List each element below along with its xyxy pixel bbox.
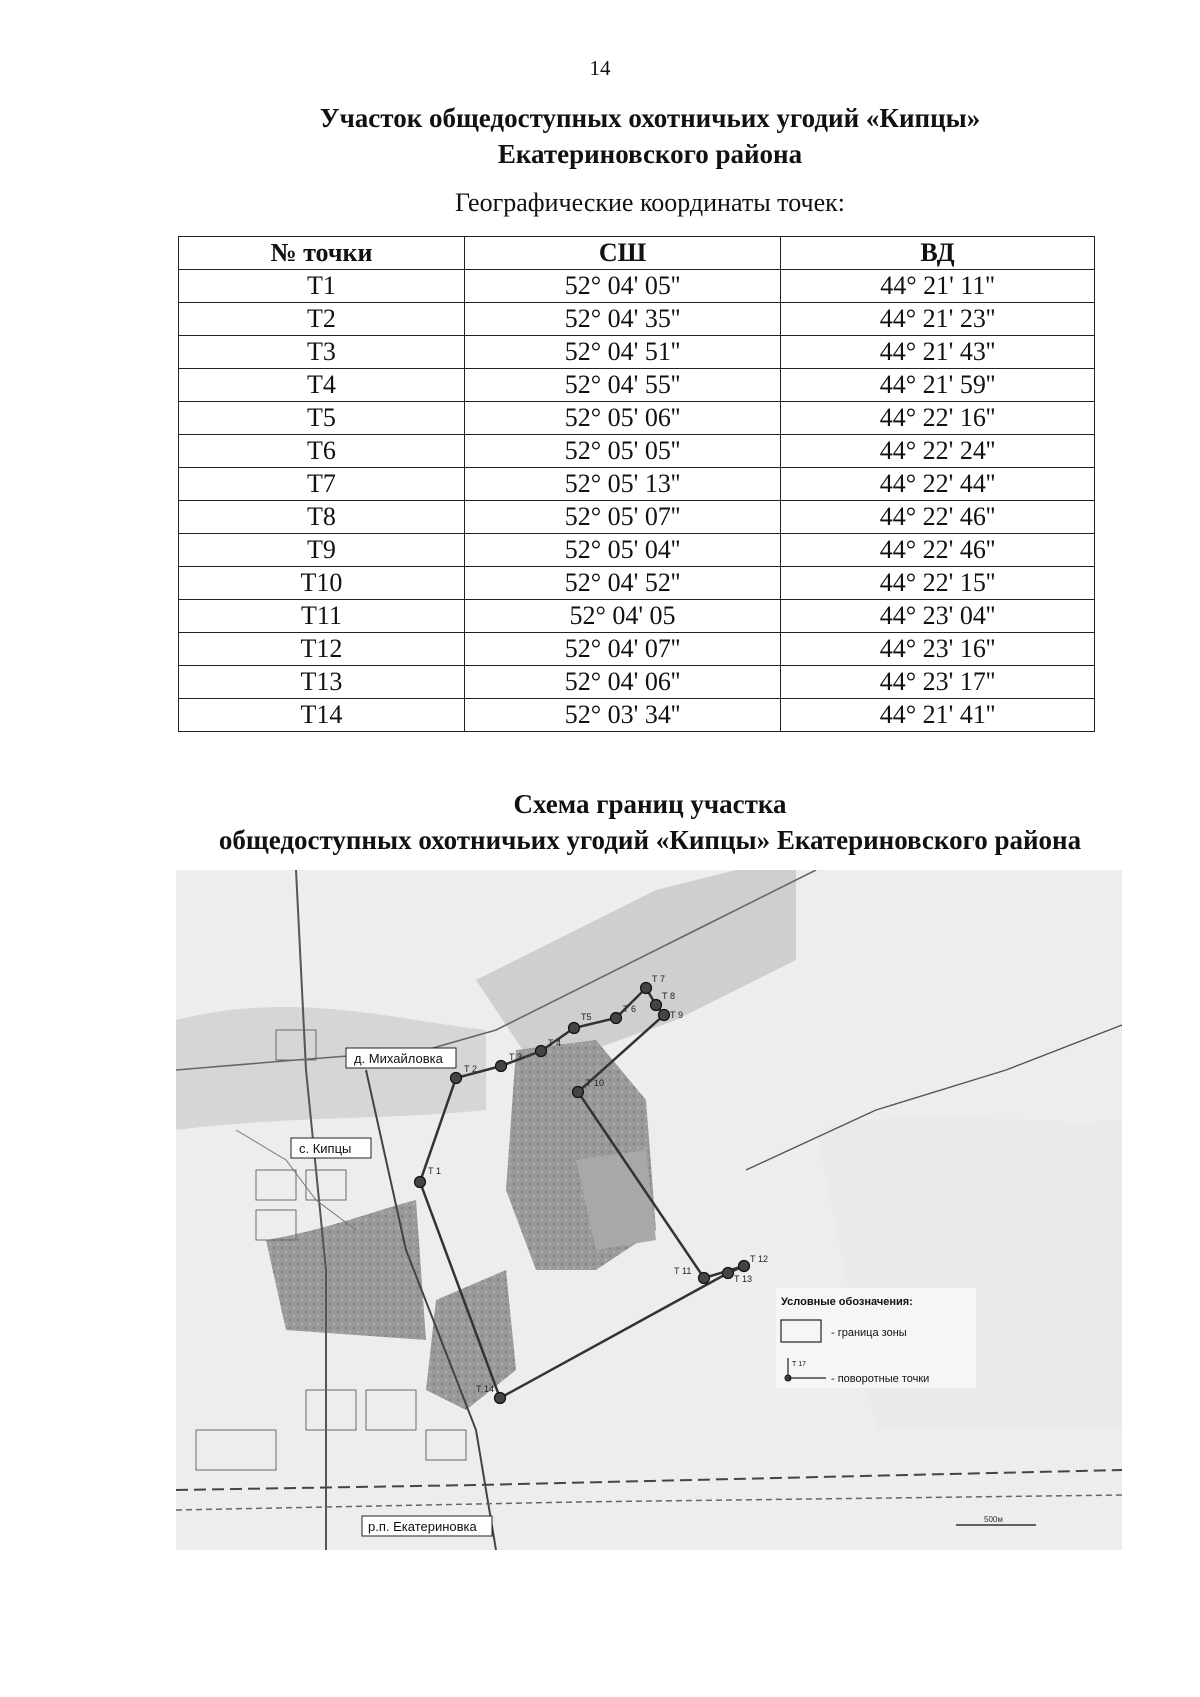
point-marker-t12 <box>739 1261 750 1272</box>
point-marker-t11 <box>699 1273 710 1284</box>
point-cell: Т12 <box>179 633 465 666</box>
point-cell: Т9 <box>179 534 465 567</box>
point-cell: Т8 <box>179 501 465 534</box>
place-name-river: р.п. Екатериновка <box>368 1519 477 1534</box>
point-marker-t5 <box>569 1023 580 1034</box>
point-cell: Т10 <box>179 567 465 600</box>
point-label-t7: Т 7 <box>652 974 666 984</box>
header-latitude: СШ <box>465 237 781 270</box>
point-label-t1: Т 1 <box>428 1166 442 1176</box>
point-cell: Т11 <box>179 600 465 633</box>
latitude-cell: 52° 05' 07'' <box>465 501 781 534</box>
point-label-t14: Т 14 <box>476 1384 495 1394</box>
point-cell: Т13 <box>179 666 465 699</box>
point-cell: Т7 <box>179 468 465 501</box>
point-label-t8: Т 8 <box>662 991 676 1001</box>
point-label-t10: Т 10 <box>586 1078 605 1088</box>
point-marker-t14 <box>495 1393 506 1404</box>
terrain-patch <box>176 1007 486 1130</box>
table-row <box>179 468 1095 501</box>
coordinates-table <box>178 236 1095 732</box>
latitude-cell: 52° 05' 13'' <box>465 468 781 501</box>
page-number: 14 <box>589 56 611 80</box>
point-label-t2: Т 2 <box>464 1064 478 1074</box>
document-title-line-1: Участок общедоступных охотничьих угодий «Кипцы» <box>319 103 981 133</box>
latitude-cell: 52° 05' 04'' <box>465 534 781 567</box>
coordinates-subtitle: Географические координаты точек: <box>455 188 845 217</box>
place-name-mikhailovka: д. Михайловка <box>354 1051 443 1066</box>
table-row <box>179 600 1095 633</box>
table-row <box>179 633 1095 666</box>
point-label-t9: Т 9 <box>670 1010 684 1020</box>
boundary-map <box>176 870 1122 1550</box>
map-title <box>0 786 1200 858</box>
table-row <box>179 666 1095 699</box>
point-marker-t7 <box>641 983 652 994</box>
longitude-cell: 44° 22' 44'' <box>781 468 1095 501</box>
point-marker-t4 <box>536 1046 547 1057</box>
point-marker-t6 <box>611 1013 622 1024</box>
point-label-t5: Т5 <box>581 1012 592 1022</box>
longitude-cell: 44° 23' 16'' <box>781 633 1095 666</box>
legend-turn-sample: Т 17 <box>792 1361 807 1368</box>
longitude-cell: 44° 22' 46'' <box>781 501 1095 534</box>
longitude-cell: 44° 21' 41'' <box>781 699 1095 732</box>
latitude-cell: 52° 04' 35'' <box>465 303 781 336</box>
header-point-number: № точки <box>179 237 465 270</box>
point-marker-t3 <box>496 1061 507 1072</box>
map-canvas <box>176 870 1122 1550</box>
longitude-cell: 44° 22' 16'' <box>781 402 1095 435</box>
latitude-cell: 52° 04' 51'' <box>465 336 781 369</box>
point-cell: Т4 <box>179 369 465 402</box>
point-label-t13: Т 13 <box>734 1274 753 1284</box>
point-marker-t10 <box>573 1087 584 1098</box>
latitude-cell: 52° 04' 05'' <box>465 270 781 303</box>
latitude-cell: 52° 04' 55'' <box>465 369 781 402</box>
point-label-t3: Т 3 <box>509 1052 523 1062</box>
table-row <box>179 369 1095 402</box>
longitude-cell: 44° 21' 23'' <box>781 303 1095 336</box>
point-label-t4: Т 4 <box>548 1038 562 1048</box>
longitude-cell: 44° 21' 11'' <box>781 270 1095 303</box>
point-marker-t1 <box>415 1177 426 1188</box>
map-legend <box>776 1288 976 1388</box>
longitude-cell: 44° 22' 24'' <box>781 435 1095 468</box>
latitude-cell: 52° 05' 05'' <box>465 435 781 468</box>
legend-title: Условные обозначения: <box>781 1296 913 1308</box>
legend-turn-points-label: - поворотные точки <box>831 1373 930 1385</box>
table-row <box>179 402 1095 435</box>
table-row <box>179 501 1095 534</box>
latitude-cell: 52° 04' 52'' <box>465 567 781 600</box>
table-row <box>179 270 1095 303</box>
point-marker-t9 <box>659 1010 670 1021</box>
latitude-cell: 52° 03' 34'' <box>465 699 781 732</box>
table-row <box>179 435 1095 468</box>
latitude-cell: 52° 04' 07'' <box>465 633 781 666</box>
table-row <box>179 534 1095 567</box>
latitude-cell: 52° 05' 06'' <box>465 402 781 435</box>
header-longitude: ВД <box>781 237 1095 270</box>
point-cell: Т3 <box>179 336 465 369</box>
document-title-line-2: Екатериновского района <box>497 139 803 169</box>
point-cell: Т6 <box>179 435 465 468</box>
point-cell: Т5 <box>179 402 465 435</box>
point-cell: Т14 <box>179 699 465 732</box>
legend-zone-boundary-label: - граница зоны <box>831 1327 907 1339</box>
table-row <box>179 699 1095 732</box>
point-cell: Т1 <box>179 270 465 303</box>
map-title-line-1: Схема границ участка <box>513 789 787 819</box>
point-marker-t8 <box>651 1000 662 1011</box>
table-row <box>179 567 1095 600</box>
map-title-line-2: общедоступных охотничьих угодий «Кипцы» Екатериновского района <box>218 825 1082 855</box>
document-title <box>0 100 1200 172</box>
latitude-cell: 52° 04' 06'' <box>465 666 781 699</box>
longitude-cell: 44° 23' 04'' <box>781 600 1095 633</box>
point-cell: Т2 <box>179 303 465 336</box>
point-label-t11: Т 11 <box>674 1266 692 1276</box>
longitude-cell: 44° 23' 17'' <box>781 666 1095 699</box>
point-label-t12: Т 12 <box>750 1254 769 1264</box>
place-name-kiptsy: с. Кипцы <box>299 1141 352 1156</box>
point-label-t6: Т 6 <box>623 1004 637 1014</box>
longitude-cell: 44° 22' 15'' <box>781 567 1095 600</box>
table-row <box>179 303 1095 336</box>
point-marker-t2 <box>451 1073 462 1084</box>
scale-label: 500м <box>984 1515 1003 1524</box>
table-header-row <box>179 237 1095 270</box>
longitude-cell: 44° 21' 59'' <box>781 369 1095 402</box>
table-row <box>179 336 1095 369</box>
point-marker-t13 <box>723 1268 734 1279</box>
longitude-cell: 44° 22' 46'' <box>781 534 1095 567</box>
longitude-cell: 44° 21' 43'' <box>781 336 1095 369</box>
latitude-cell: 52° 04' 05 <box>465 600 781 633</box>
